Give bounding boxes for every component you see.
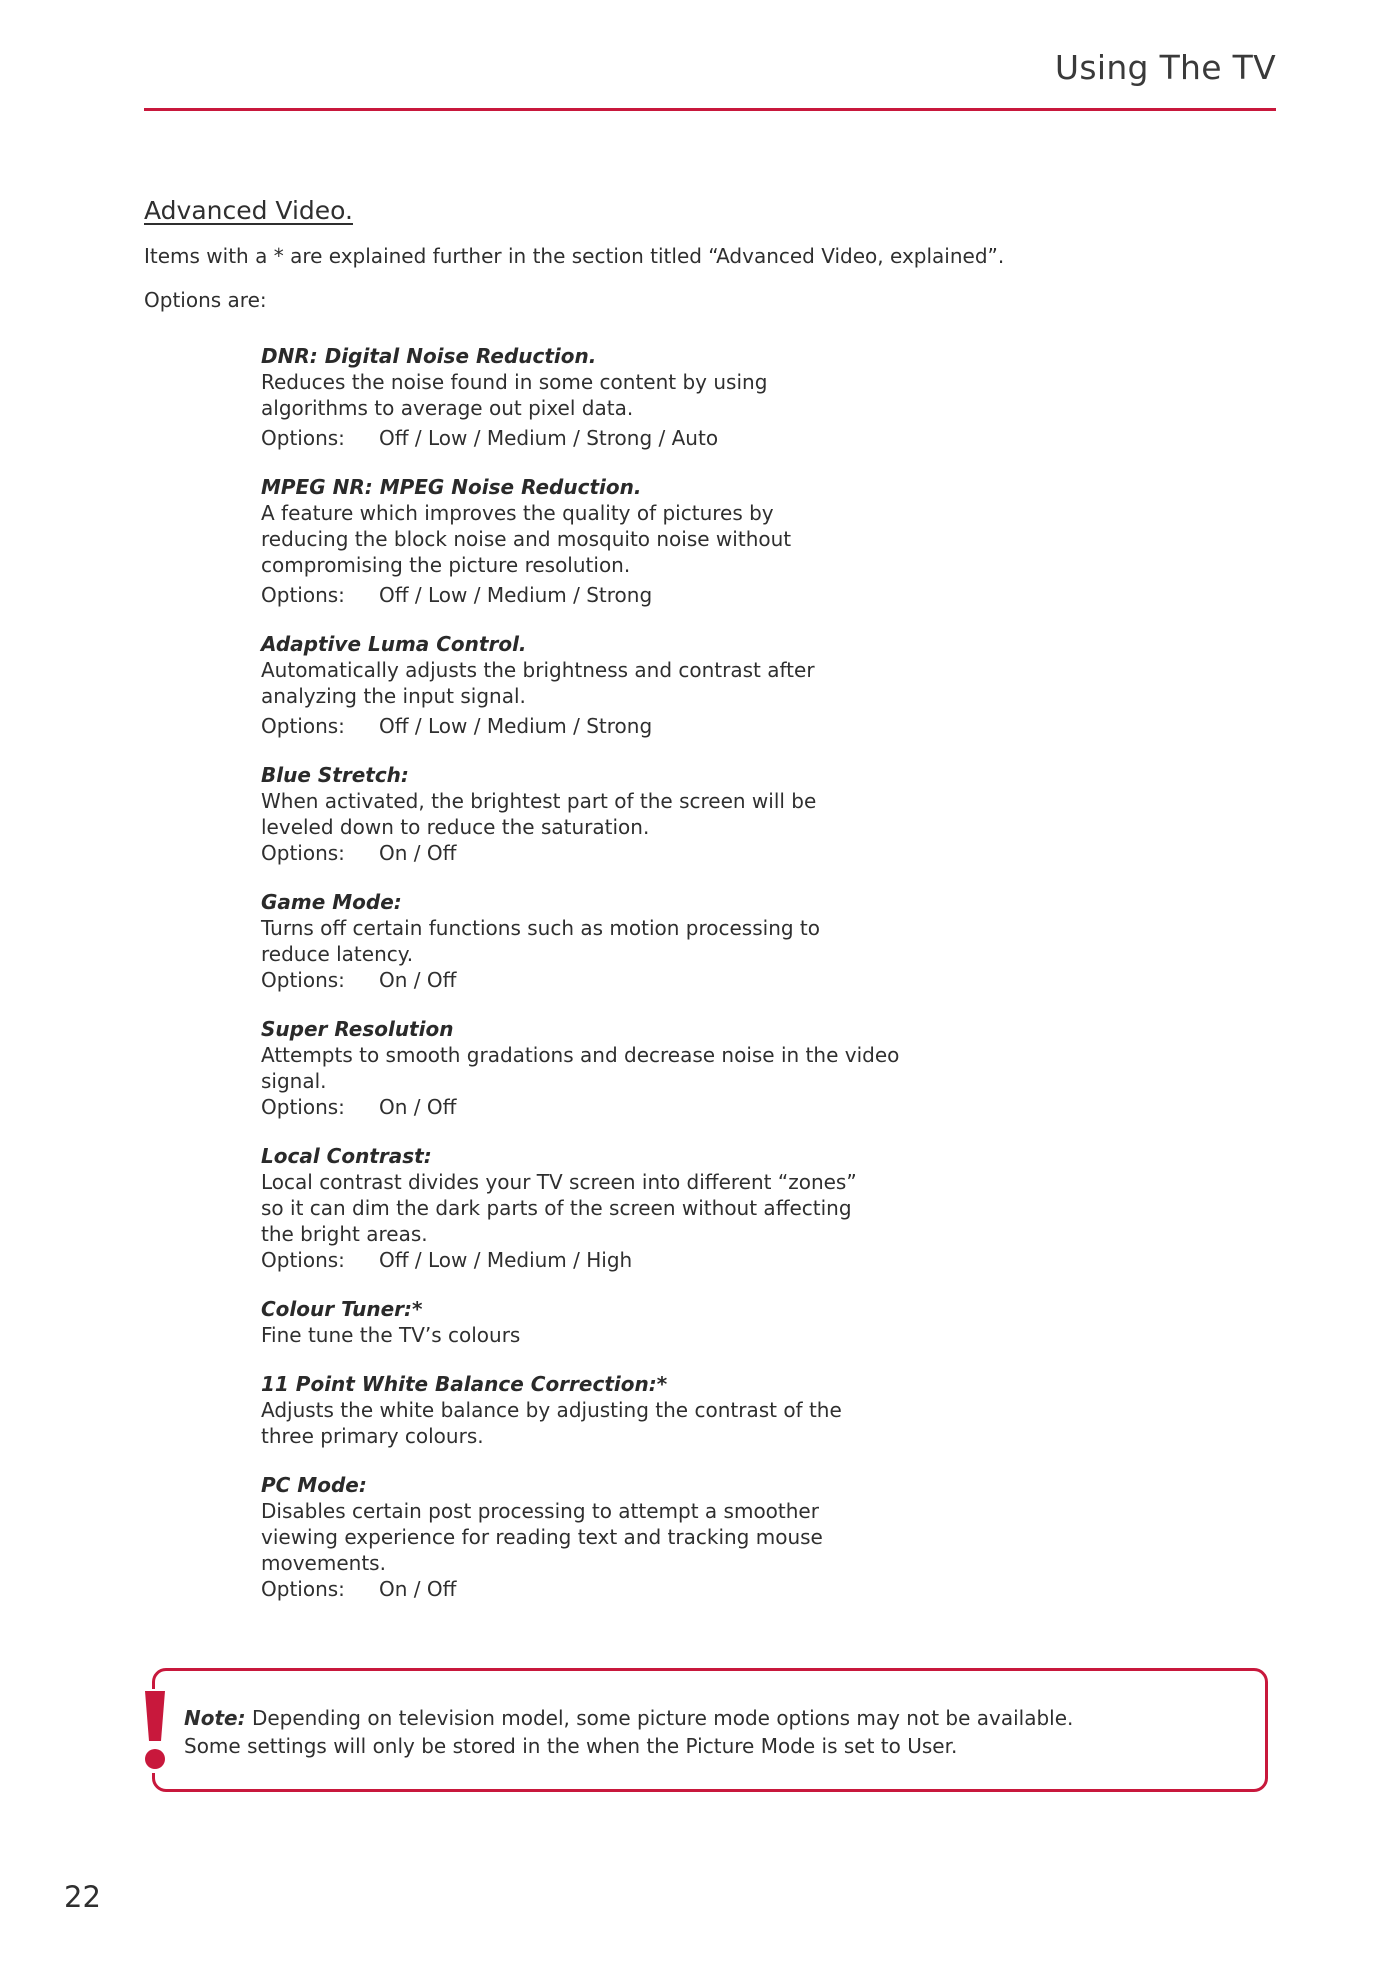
options-values: On / Off (379, 1095, 457, 1119)
item-title: Super Resolution (261, 1017, 454, 1041)
list-item-adaptive-luma (261, 631, 1021, 739)
options-values: Off / Low / Medium / Strong (379, 583, 653, 607)
item-title: Game Mode: (261, 890, 402, 914)
item-description (261, 500, 1021, 578)
list-item-colour-tuner (261, 1296, 1021, 1348)
header-divider (144, 108, 1276, 111)
description-line: movements. (261, 1551, 386, 1575)
list-item-blue-stretch (261, 762, 1021, 866)
description-line: Automatically adjusts the brightness and contrast after (261, 658, 815, 682)
item-options (261, 582, 1021, 608)
options-label: Options: (261, 841, 345, 865)
description-line: Attempts to smooth gradations and decrease noise in the video (261, 1043, 900, 1067)
list-item-game-mode (261, 889, 1021, 993)
options-label: Options: (261, 583, 345, 607)
description-line: so it can dim the dark parts of the screen without affecting (261, 1196, 852, 1220)
description-line: Disables certain post processing to attempt a smoother (261, 1499, 819, 1523)
list-item-mpeg-nr (261, 474, 1021, 608)
list-item-pc-mode (261, 1472, 1021, 1602)
description-line: Local contrast divides your TV screen into different “zones” (261, 1170, 857, 1194)
description-line: the bright areas. (261, 1222, 428, 1246)
item-title: Colour Tuner:* (261, 1297, 423, 1321)
description-line: viewing experience for reading text and tracking mouse (261, 1525, 823, 1549)
options-label: Options: (261, 1577, 345, 1601)
settings-list (261, 343, 1021, 1625)
item-options (261, 425, 1021, 451)
section-intro: Items with a * are explained further in the section titled “Advanced Video, explained”. (144, 244, 1005, 268)
item-description (261, 657, 1021, 709)
description-line: Turns off certain functions such as motion processing to (261, 916, 821, 940)
item-description (261, 788, 1021, 840)
options-values: Off / Low / Medium / Strong / Auto (379, 426, 719, 450)
exclamation-icon (140, 1689, 170, 1773)
list-item-white-balance (261, 1371, 1021, 1449)
description-line: leveled down to reduce the saturation. (261, 815, 650, 839)
options-label: Options: (261, 968, 345, 992)
item-title: 11 Point White Balance Correction:* (261, 1372, 668, 1396)
description-line: Fine tune the TV’s colours (261, 1323, 521, 1347)
description-line: algorithms to average out pixel data. (261, 396, 634, 420)
description-line: Reduces the noise found in some content by using (261, 370, 768, 394)
section-title: Advanced Video. (144, 196, 353, 225)
item-title: PC Mode: (261, 1473, 367, 1497)
note-line-1: Depending on television model, some picture mode options may not be available. (251, 1706, 1074, 1730)
description-line: signal. (261, 1069, 327, 1093)
item-title: MPEG NR: MPEG Noise Reduction. (261, 475, 642, 499)
item-options (261, 967, 1021, 993)
options-label: Options: (261, 1248, 345, 1272)
page-number: 22 (64, 1880, 101, 1914)
item-description (261, 1498, 1021, 1576)
item-options (261, 1094, 1021, 1120)
options-label: Options: (261, 426, 345, 450)
item-options (261, 713, 1021, 739)
item-description (261, 1042, 1021, 1094)
item-options (261, 1576, 1021, 1602)
options-values: On / Off (379, 841, 457, 865)
description-line: analyzing the input signal. (261, 684, 526, 708)
item-title: Local Contrast: (261, 1144, 432, 1168)
options-intro: Options are: (144, 288, 267, 312)
options-label: Options: (261, 714, 345, 738)
options-label: Options: (261, 1095, 345, 1119)
list-item-super-resolution (261, 1016, 1021, 1120)
description-line: When activated, the brightest part of the screen will be (261, 789, 817, 813)
options-values: Off / Low / Medium / High (379, 1248, 633, 1272)
description-line: compromising the picture resolution. (261, 553, 631, 577)
item-description (261, 1397, 1021, 1449)
item-description (261, 369, 1021, 421)
item-description (261, 1322, 1021, 1348)
item-title: Blue Stretch: (261, 763, 409, 787)
options-values: Off / Low / Medium / Strong (379, 714, 653, 738)
description-line: reducing the block noise and mosquito noise without (261, 527, 792, 551)
description-line: reduce latency. (261, 942, 414, 966)
note-label: Note: (184, 1706, 246, 1730)
item-options (261, 1247, 1021, 1273)
note-text (184, 1704, 1244, 1760)
page-header-title: Using The TV (1054, 48, 1276, 87)
item-description (261, 1169, 1021, 1247)
list-item-local-contrast (261, 1143, 1021, 1273)
description-line: three primary colours. (261, 1424, 484, 1448)
description-line: A feature which improves the quality of pictures by (261, 501, 774, 525)
item-options (261, 840, 1021, 866)
item-title: Adaptive Luma Control. (261, 632, 527, 656)
list-item-dnr (261, 343, 1021, 451)
description-line: Adjusts the white balance by adjusting the contrast of the (261, 1398, 842, 1422)
options-values: On / Off (379, 1577, 457, 1601)
note-line-2: Some settings will only be stored in the when the Picture Mode is set to User. (184, 1734, 958, 1758)
item-description (261, 915, 1021, 967)
options-values: On / Off (379, 968, 457, 992)
item-title: DNR: Digital Noise Reduction. (261, 344, 597, 368)
